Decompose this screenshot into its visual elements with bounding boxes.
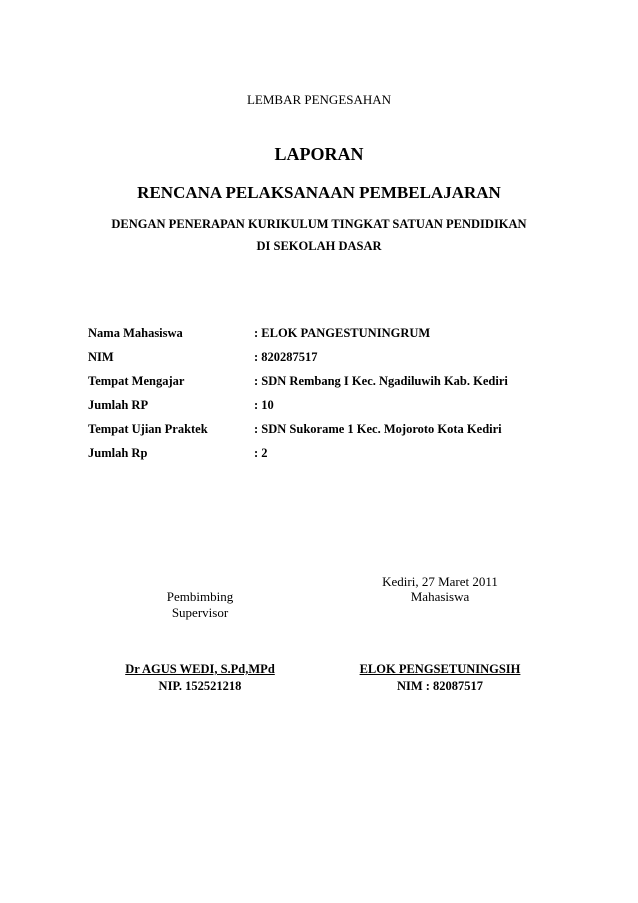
sheet-title: LEMBAR PENGESAHAN bbox=[246, 92, 392, 107]
report-title: LAPORAN bbox=[274, 144, 364, 164]
info-label: Jumlah RP bbox=[88, 398, 149, 412]
supervisor-role: Supervisor bbox=[171, 605, 229, 620]
info-value: : ELOK PANGESTUNINGRUM bbox=[254, 326, 431, 340]
info-label: Jumlah Rp bbox=[88, 446, 148, 460]
info-value: : 820287517 bbox=[254, 350, 318, 364]
info-value: : 10 bbox=[254, 398, 274, 412]
info-label: Tempat Mengajar bbox=[88, 374, 185, 388]
report-subtitle-line1: DENGAN PENERAPAN KURIKULUM TINGKAT SATUAN PENDIDIKAN bbox=[111, 217, 527, 231]
info-value: : 2 bbox=[254, 446, 268, 460]
report-subtitle: RENCANA PELAKSANAAN PEMBELAJARAN bbox=[137, 183, 501, 202]
info-value: : SDN Sukorame 1 Kec. Mojoroto Kota Kediri bbox=[254, 422, 502, 436]
place-date: Kediri, 27 Maret 2011 bbox=[382, 574, 498, 589]
student-nim: NIM : 82087517 bbox=[396, 679, 484, 693]
student-name: ELOK PENGSETUNINGSIH bbox=[359, 662, 521, 676]
advisor-name: Dr AGUS WEDI, S.Pd,MPd bbox=[125, 662, 275, 676]
info-label: NIM bbox=[88, 350, 114, 364]
advisor-nip: NIP. 152521218 bbox=[158, 679, 242, 693]
info-value: : SDN Rembang I Kec. Ngadiluwih Kab. Kediri bbox=[254, 374, 508, 388]
info-label: Nama Mahasiswa bbox=[88, 326, 183, 340]
advisor-role: Pembimbing bbox=[166, 589, 234, 604]
student-role: Mahasiswa bbox=[410, 589, 470, 604]
report-subtitle-line2: DI SEKOLAH DASAR bbox=[256, 239, 382, 253]
info-label: Tempat Ujian Praktek bbox=[88, 422, 208, 436]
